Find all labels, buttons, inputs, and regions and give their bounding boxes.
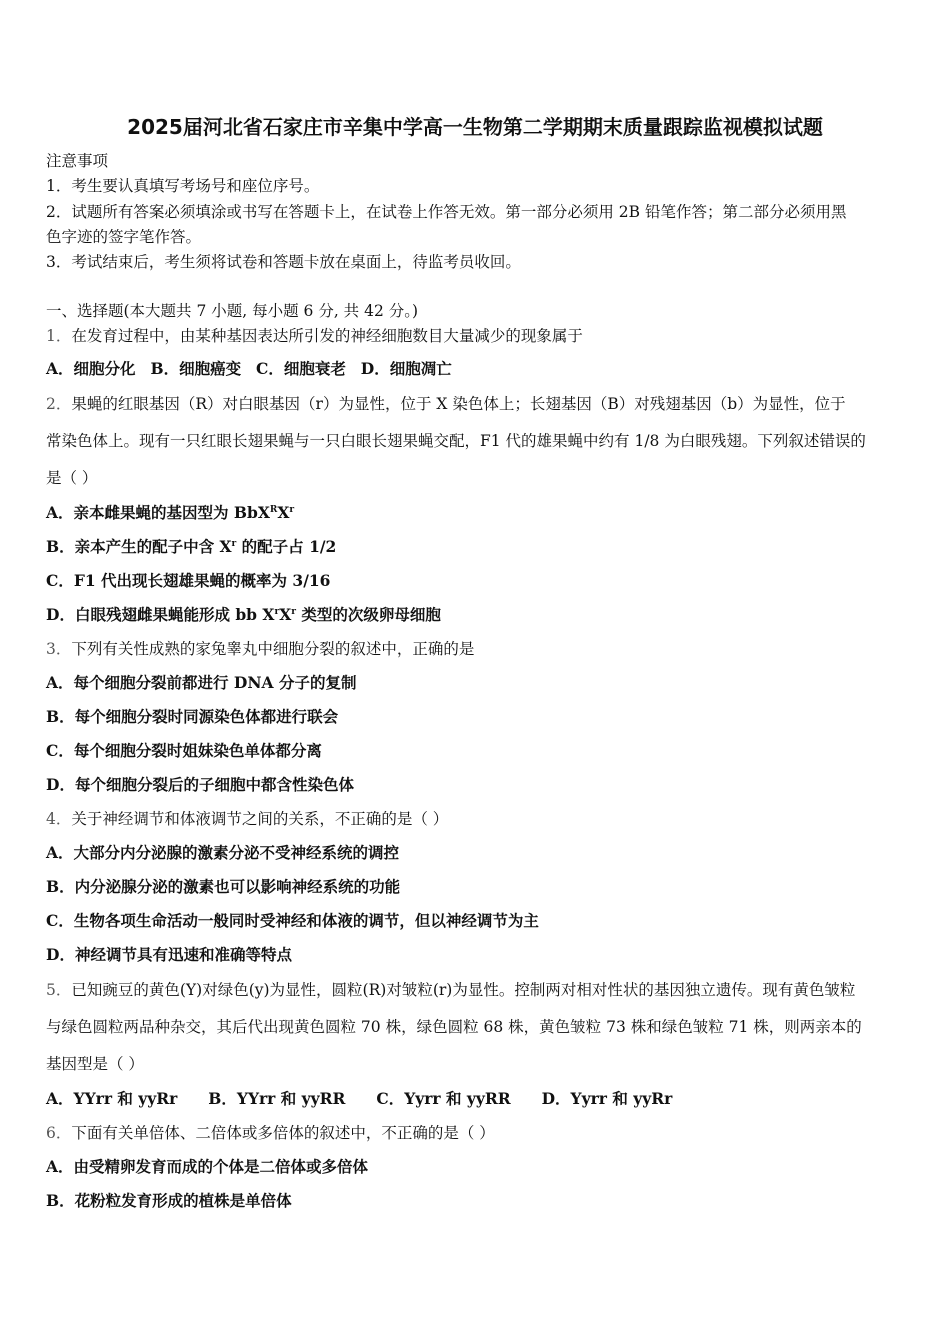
notice-item-2-cont: 色字迹的签字笔作答。: [46, 228, 202, 246]
option-d: D．Yyrr 和 yyRr: [541, 1089, 673, 1108]
question-number: 2．: [46, 395, 72, 413]
option-d: D．细胞凋亡: [360, 359, 452, 378]
q3-option-a: A．每个细胞分裂前都进行 DNA 分子的复制: [46, 673, 357, 692]
notice-heading: 注意事项: [46, 152, 109, 170]
page-title: 2025届河北省石家庄市辛集中学高一生物第二学期期末质量跟踪监视模拟试题: [127, 115, 823, 139]
superscript: r: [289, 504, 295, 515]
question-number: 3．: [46, 640, 72, 658]
q4-option-d: D．神经调节具有迅速和准确等特点: [46, 945, 292, 964]
section-heading: 一、选择题(本大题共 7 小题, 每小题 6 分, 共 42 分。): [46, 302, 419, 320]
option-c: C．Yyrr 和 yyRR: [376, 1089, 511, 1108]
q4-option-b: B．内分泌腺分泌的激素也可以影响神经系统的功能: [46, 877, 401, 896]
q3-option-d: D．每个细胞分裂后的子细胞中都含性染色体: [46, 775, 354, 794]
q2-option-d: [46, 605, 441, 625]
option-a: A．细胞分化: [46, 359, 136, 378]
question-6: [46, 1123, 495, 1143]
question-number: 6．: [46, 1124, 72, 1142]
question-3: [46, 639, 474, 659]
q6-option-b: B．花粉粒发育形成的植株是单倍体: [46, 1191, 292, 1210]
superscript: r: [291, 606, 296, 617]
question-stem: 果蝇的红眼基因（R）对白眼基因（r）为显性，位于 X 染色体上；长翅基因（B）对残翅基因（b）为显性，位于: [71, 395, 846, 413]
option-b: B．YYrr 和 yyRR: [208, 1089, 346, 1108]
q6-option-a: A．由受精卵发育而成的个体是二倍体或多倍体: [46, 1157, 369, 1176]
q4-option-a: A．大部分内分泌腺的激素分泌不受神经系统的调控: [46, 843, 400, 862]
option-text: A．亲本雌果蝇的基因型为 BbX: [46, 503, 270, 522]
question-5-stem-end: 基因型是（ ）: [46, 1055, 144, 1073]
notice-item-1: 1．考生要认真填写考场号和座位序号。: [46, 177, 320, 195]
question-stem: 已知豌豆的黄色(Y)对绿色(y)为显性，圆粒(R)对皱粒(r)为显性。控制两对相对性状的基因独立遗传。现有黄色皱粒: [71, 981, 856, 999]
question-4: [46, 809, 448, 829]
notice-item-2: 2．试题所有答案必须填涂或书写在答题卡上，在试卷上作答无效。第一部分必须用 2B 铅笔作答；第二部分必须用黑: [46, 203, 847, 221]
question-stem: 关于神经调节和体液调节之间的关系，不正确的是（ ）: [71, 810, 449, 828]
question-2: [46, 394, 846, 414]
superscript: r: [274, 606, 280, 617]
option-text: 的配子占 1/2: [236, 537, 337, 556]
q2-option-c: C．F1 代出现长翅雄果蝇的概率为 3/16: [46, 571, 331, 590]
question-2-stem-end: 是（ ）: [46, 469, 98, 487]
question-1: [46, 326, 583, 346]
superscript: r: [231, 538, 237, 549]
option-text: B．亲本产生的配子中含 X: [46, 537, 232, 556]
q2-option-a: [46, 503, 294, 523]
question-number: 1．: [46, 327, 72, 345]
question-5-options: [46, 1089, 672, 1109]
q3-option-b: B．每个细胞分裂时同源染色体都进行联会: [46, 707, 339, 726]
question-stem: 下列有关性成熟的家兔睾丸中细胞分裂的叙述中，正确的是: [71, 640, 475, 658]
question-5-stem-cont: 与绿色圆粒两品种杂交，其后代出现黄色圆粒 70 株，绿色圆粒 68 株，黄色皱粒 73 株和绿色皱粒 71 株，则两亲本的: [46, 1018, 862, 1036]
option-c: C．细胞衰老: [256, 359, 346, 378]
notice-item-3: 3．考试结束后，考生须将试卷和答题卡放在桌面上，待监考员收回。: [46, 253, 521, 271]
option-text: X: [277, 503, 290, 522]
option-text: X: [279, 605, 292, 624]
superscript: R: [269, 504, 278, 515]
question-1-options: [46, 359, 452, 379]
question-number: 4．: [46, 810, 72, 828]
q4-option-c: C．生物各项生命活动一般同时受神经和体液的调节，但以神经调节为主: [46, 911, 539, 930]
option-text: 类型的次级卵母细胞: [295, 605, 441, 624]
option-b: B．细胞癌变: [150, 359, 242, 378]
q3-option-c: C．每个细胞分裂时姐妹染色单体都分离: [46, 741, 322, 760]
question-stem: 下面有关单倍体、二倍体或多倍体的叙述中，不正确的是（ ）: [71, 1124, 495, 1142]
question-number: 5．: [46, 981, 72, 999]
option-a: A．YYrr 和 yyRr: [46, 1089, 178, 1108]
question-2-stem-cont: 常染色体上。现有一只红眼长翅果蝇与一只白眼长翅果蝇交配，F1 代的雄果蝇中约有 1/8 为白眼残翅。下列叙述错误的: [46, 432, 866, 450]
question-5: [46, 980, 855, 1000]
question-stem: 在发育过程中，由某种基因表达所引发的神经细胞数目大量减少的现象属于: [71, 327, 583, 345]
option-text: D．白眼残翅雌果蝇能形成 bb X: [46, 605, 275, 624]
q2-option-b: [46, 537, 336, 557]
